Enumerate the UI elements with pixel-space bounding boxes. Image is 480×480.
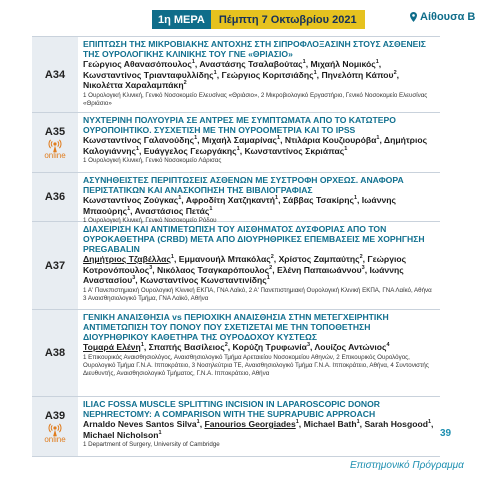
abstract-title: ILIAC FOSSA MUSCLE SPLITTING INCISION IN LAPAROSCOPIC DONOR NEPHRECTOMY: A COMPARISON WITH THE SUPRAPUBIC APPROACH [83, 399, 380, 419]
author-affiliation-index: 1 [140, 342, 144, 349]
room-label-group [410, 11, 475, 23]
author-affiliation-index: 3 [149, 264, 153, 271]
author-name: Fanourios Georgiades [204, 419, 296, 429]
author-affiliation-index: 1 [356, 419, 360, 426]
author-name: Sarah Hosgood [364, 419, 428, 429]
abstract-title: ΓΕΝΙΚΗ ΑΝΑΙΣΘΗΣΙΑ vs ΠΕΡΙΟΧΙΚΗ ΑΝΑΙΣΘΗΣΙΑ ΣΤΗΝ ΜΕΤΕΓΧΕΙΡΗΤΙΚΗ ΑΝΤΙΜΕΤΩΠΙΣΗ ΤΟΥ ΠΟΝΟΥ ΠΟΥ ΣΧΕΤΙΖΕΤΑΙ ΜΕ ΤΗΝ ΤΟΠΟΘΕΤΗΣΗ ΔΙΟΥΡΗΘΡΙΚΟΥ ΚΑΘΕΤΗΡΑ ΤΗΣ ΟΥΡΟΔΟΧΟΥ ΚΥΣΤΕΩΣ [83, 312, 389, 342]
author-name: Νικολέττα Χαραλαμπάκη [83, 80, 184, 90]
abstract-content [78, 222, 440, 309]
abstract-code [32, 222, 78, 309]
abstract-code [32, 113, 78, 172]
program-label: Επιστημονικό Πρόγραμμα [350, 460, 464, 471]
author-list: Γεώργιος Αθανασόπουλος$^1$, Αναστάσης Τσαλαβούτας$^1$, Μιχαήλ Νομικός$^1$, Κωνσταντίνος Τριανταφυλλίδης$^1$, Γεώργιος Κοριτσιάδης$^1$, Πηνελόπη Κάπου$^2$, Νικολέττα Χαραλαμπάκη$^2$ [83, 59, 400, 90]
author-name: Ιωάννης Μπαούρης [83, 195, 396, 216]
author-name: Arnaldo Neves Santos Silva [83, 419, 197, 429]
affiliation-text: 1 Α' Πανεπιστημιακή Ουρολογική Κλινική ΕΚΠΑ, ΓΝΑ Λαϊκό, 2 Α' Πανεπιστημιακή Ουρολογική Κλινική ΕΚΠΑ, ΓΝΑ Λαϊκό, Αθήνα 3 Αναισθησιολογικό Τμήμα, ΓΝΑ Λαϊκό, Αθήνα [83, 286, 432, 302]
author-affiliation-index: 1 [178, 195, 182, 202]
author-name: Εμμανουήλ Μπακόλας [178, 254, 271, 264]
author-name: Κωνσταντίνος Σκριάπας [244, 145, 345, 156]
author-affiliation-index: 1 [194, 135, 198, 142]
author-name: Νικόλαος Τσαγκαρόπουλος [157, 264, 270, 275]
author-name: Αναστάσης Τσαλαβούτας [199, 59, 303, 69]
author-affiliation-index: 1 [213, 69, 217, 76]
author-name: Ελένη Παπαιωάννου [276, 264, 362, 275]
abstract-content [78, 397, 440, 456]
abstract-code-label: A35 [44, 125, 66, 138]
author-affiliation-index: 1 [313, 69, 317, 76]
affiliation-text: 1 Επικουρικός Αναισθησιολόγος, Αναισθησιολογικό Τμήμα Αρεταιείου Νοσοκομείου Αθηνών, 2 Επικουρικός Ουρολόγος, Ουρολογικό Τμήμα Γ.Ν.Α. Ιπποκράτειο, 3 Νοσηλεύτρια ΤΕ, Αναισθησιολογικό Τμήμα Γ.Ν.Α. Ιπποκράτειο, Αθήνα, 4 Συντονιστής Διευθυντής, Αναισθησιολογικό Τμήματος, Γ.Ν.Α. Ιπποκράτειο, Αθήνα [83, 353, 429, 377]
author-affiliation-index: 1 [158, 429, 162, 436]
abstract-code [32, 397, 78, 456]
page-number: 39 [440, 428, 452, 439]
author-affiliation-index: 1 [302, 59, 306, 66]
author-name: Κωνσταντίνος Ζούγκας [83, 195, 179, 205]
affiliation-text: 1 Ουρολογική Κλινική, Γενικό Νοσοκομείο Ελευσίνας «Θριάσιο», 2 Μικροβιολογικό Εργαστήριο, Γενικό Νοσοκομείο Ελευσίνας «Θριάσιο» [83, 91, 428, 107]
abstract-code-label: A34 [44, 68, 66, 81]
abstract-title: ΝΥΧΤΕΡΙΝΗ ΠΟΛΥΟΥΡΙΑ ΣΕ ΑΝΤΡΕΣ ΜΕ ΣΥΜΠΤΩΜΑΤΑ ΑΠΟ ΤΟ ΚΑΤΩΤΕΡΟ ΟΥΡΟΠΟΙΗΤΙΚΟ. ΣΥΣΧΕΤΙΣΗ ΜΕ ΤΗΝ ΟΥΡΟΟΜΕΤΡΙΑ ΚΑΙ ΤΟ IPSS [83, 115, 396, 135]
author-name: Κωνσταντίνος Γαλανούδης [83, 135, 195, 145]
author-name: Μιχαήλ Σαμαρίνας [201, 135, 278, 145]
author-name: Γεώργιος Κοριτσιάδης [221, 69, 314, 80]
author-name: Γεώργιος Αθανασόπουλος [83, 59, 192, 69]
author-affiliation-index: 4 [386, 342, 390, 349]
author-name: Ευάγγελος Γεωργάκης [143, 145, 237, 156]
author-name: Κωνσταντίνος Κωνσταντινίδης [140, 275, 267, 285]
author-name: Ντιλάρια Κουζιουρόβα [284, 135, 377, 145]
author-name: Michael Bath [303, 419, 357, 429]
author-name: Πηνελόπη Κάπου [321, 69, 394, 80]
author-affiliation-index: 1 [277, 135, 281, 142]
author-affiliation-index: 3 [361, 264, 365, 271]
location-pin-icon [410, 12, 417, 22]
abstract-row [32, 113, 440, 173]
abstract-row [32, 173, 440, 222]
author-name: Σάββας Τσακίρης [282, 195, 354, 205]
author-name: Δημήτριος Τζαβέλλας [83, 254, 171, 264]
abstract-title: ΔΙΑΧΕΙΡΙΣΗ ΚΑΙ ΑΝΤΙΜΕΤΩΠΙΣΗ ΤΟΥ ΑΙΣΘΗΜΑΤΟΣ ΔΥΣΦΟΡΙΑΣ ΑΠΟ ΤΟΝ ΟΥΡΟΚΑΘΕΤΗΡΑ (CRBD) ΜΕΤΑ ΑΠΟ ΔΙΟΥΡΗΘΡΙΚΕΣ ΕΠΕΜΒΑΣΕΙΣ ΜΕ ΧΟΡΗΓΗΣΗ PREGABALIN [83, 224, 425, 254]
abstract-title: ΕΠΙΠΤΩΣΗ ΤΗΣ ΜΙΚΡΟΒΙΑΚΗΣ ΑΝΤΟΧΗΣ ΣΤΗ ΣΙΠΡΟΦΛΟΞΑΣΙΝΗ ΣΤΟΥΣ ΑΣΘΕΝΕΙΣ ΤΗΣ ΟΥΡΟΛΟΓΙΚΗΣ ΚΛΙΝΙΚΗΣ ΤΟΥ ΓΝΕ «ΘΡΙΑΣΙΟ» [83, 39, 426, 59]
author-affiliation-index: 1 [295, 419, 299, 426]
abstract-content [78, 113, 440, 172]
abstract-content [78, 173, 440, 224]
author-affiliation-index: 3 [306, 342, 310, 349]
author-name: Αναστάσιος Πετάς [134, 205, 210, 216]
author-affiliation-index: 1 [196, 419, 200, 426]
author-name: Δημήτριος Καλογιάννης [83, 135, 428, 156]
author-name: Χρίστος Ζαμπαύτης [278, 254, 360, 264]
abstract-row [32, 37, 440, 113]
author-affiliation-index: 1 [344, 145, 348, 152]
abstract-code-label: A37 [44, 259, 66, 272]
abstract-row [32, 397, 440, 457]
author-affiliation-index: 1 [127, 205, 131, 212]
affiliation-text: 1 Ουρολογική Κλινική, Γενικό Νοσοκομείο Λάρισας [83, 157, 222, 164]
author-name: Τομαρά Ελένη [83, 342, 141, 352]
author-list: Κωνσταντίνος Ζούγκας$^1$, Αφροδίτη Χατζηκαντή$^1$, Σάββας Τσακίρης$^1$, Ιωάννης Μπαούρης$^1$, Αναστάσιος Πετάς$^1$ [83, 195, 396, 216]
abstract-code-label: A36 [44, 191, 66, 203]
abstract-row [32, 222, 440, 310]
author-affiliation-index: 2 [269, 264, 273, 271]
day-label: 1η ΜΕΡΑ [152, 10, 211, 29]
affiliation-text: 1 Ουρολογική Κλινική, Γενικό Νοσοκομείο Ρόδου [83, 217, 217, 224]
author-affiliation-index: 2 [270, 254, 274, 261]
abstract-content [78, 37, 440, 112]
header-bar [152, 10, 365, 29]
online-label: online [44, 150, 66, 160]
date-label: Πέμπτη 7 Οκτωβρίου 2021 [211, 10, 365, 29]
author-affiliation-index: 1 [375, 59, 379, 66]
online-badge [44, 139, 65, 160]
abstract-code-label: A39 [44, 409, 66, 422]
affiliation-text: 1 Department of Surgery, University of Cambridge [83, 441, 220, 448]
author-affiliation-index: 1 [236, 145, 240, 152]
author-affiliation-index: 1 [135, 145, 140, 152]
author-name: Ιωάννης Αναστασίου [83, 264, 404, 285]
author-name: Κωνσταντίνος Τριανταφυλλίδης [83, 69, 214, 80]
room-label: Αίθουσα Β [420, 11, 476, 23]
author-affiliation-index: 1 [275, 195, 279, 202]
author-name: Αφροδίτη Χατζηκαντή [185, 195, 276, 205]
abstract-title: ΑΣΥΝΗΘΕΙΣΤΕΣ ΠΕΡΙΠΤΩΣΕΙΣ ΑΣΘΕΝΩΝ ΜΕ ΣΥΣΤΡΟΦΗ ΟΡΧΕΩΣ. ΑΝΑΦΟΡΑ ΠΕΡΙΣΤΑΤΙΚΩΝ ΚΑΙ ΑΝΑΣΚΟΠΗΣΗ ΤΗΣ ΒΙΒΛΙΟΓΡΑΦΙΑΣ [83, 175, 404, 195]
author-list: Arnaldo Neves Santos Silva$^1$, Fanourios Georgiades$^1$, Michael Bath$^1$, Sarah Hosgood$^1$, Michael Nicholson$^1$ [83, 419, 434, 440]
author-name: Μιχαήλ Νομικός [310, 59, 376, 69]
author-name: Michael Nicholson [83, 429, 159, 440]
author-name: Λουίζος Αντώνιος [314, 342, 387, 352]
author-affiliation-index: 3 [132, 275, 136, 282]
author-affiliation-index: 1 [191, 59, 195, 66]
author-name: Κορύζη Τρυφωνία [232, 342, 307, 352]
author-affiliation-index: 2 [183, 80, 187, 87]
author-affiliation-index: 2 [393, 69, 397, 76]
abstract-content [78, 310, 440, 396]
author-list: Κωνσταντίνος Γαλανούδης$^1$, Μιχαήλ Σαμαρίνας$^1$, Ντιλάρια Κουζιουρόβα$^1$, Δημήτριος Καλογιάννης$^1$, Ευάγγελος Γεωργάκης$^1$, Κωνσταντίνος Σκριάπας$^1$ [83, 135, 428, 156]
author-affiliation-index: 1 [209, 205, 213, 212]
abstract-code-label: A38 [44, 347, 66, 359]
author-name: Σπαπής Βασίλειος [148, 342, 225, 352]
author-affiliation-index: 2 [224, 342, 228, 349]
abstract-row [32, 310, 440, 397]
online-badge [44, 423, 65, 444]
abstract-code [32, 37, 78, 112]
author-affiliation-index: 1 [353, 195, 357, 202]
author-name: Γεώργιος Κοτρονόπουλος [83, 254, 407, 275]
author-affiliation-index: 1 [376, 135, 380, 142]
author-list: Τομαρά Ελένη$^1$, Σπαπής Βασίλειος$^2$, Κορύζη Τρυφωνία$^3$, Λουίζος Αντώνιος$^4$ [83, 342, 390, 352]
author-list: Δημήτριος Τζαβέλλας$^1$, Εμμανουήλ Μπακόλας$^2$, Χρίστος Ζαμπαύτης$^2$, Γεώργιος Κοτρονόπουλος$^3$, Νικόλαος Τσαγκαρόπουλος$^2$, Ελένη Παπαιωάννου$^3$, Ιωάννης Αναστασίου$^3$, Κωνσταντίνος Κωνσταντινίδης$^1$ [83, 254, 407, 285]
online-label: online [44, 434, 66, 444]
abstract-code [32, 310, 78, 396]
abstract-table [32, 36, 440, 457]
author-affiliation-index: 1 [427, 419, 432, 426]
author-affiliation-index: 2 [359, 254, 363, 261]
author-affiliation-index: 1 [266, 275, 270, 282]
abstract-code [32, 173, 78, 221]
author-affiliation-index: 1 [170, 254, 174, 261]
